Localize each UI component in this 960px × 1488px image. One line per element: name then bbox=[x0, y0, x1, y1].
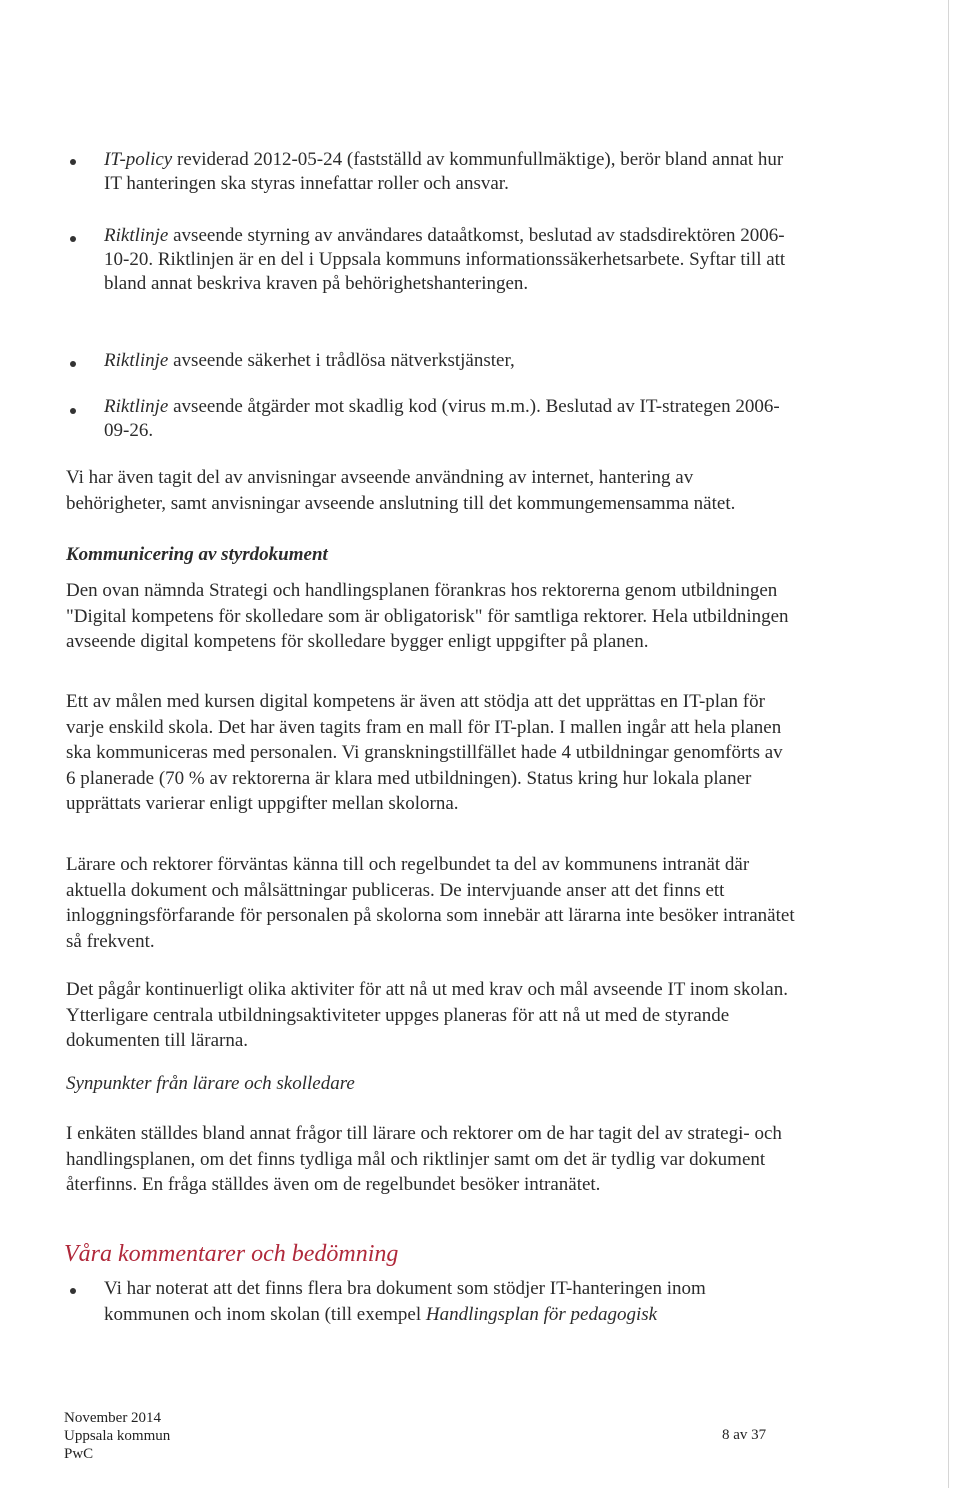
bullet-lead: Riktlinje bbox=[104, 350, 169, 371]
footer-company: PwC bbox=[64, 1446, 94, 1462]
bullet-dot bbox=[70, 361, 76, 367]
bullet-text: avseende styrning av användares dataåtkomst, beslutad av stadsdirektören 2006-10-20. Riktlinjen är en del i Uppsala kommuns informationssäkerhetsarbete. Syftar till att bland annat beskriva kraven på behörighetshanteringen. bbox=[104, 225, 786, 294]
paragraph-intro: Vi har även tagit del av anvisningar avseende användning av internet, hantering av behörigheter, samt anvisningar avseende anslutning till det kommungemensamma nätet. bbox=[66, 467, 736, 514]
bullet-lead: Riktlinje bbox=[104, 225, 169, 246]
paragraph-kommunicering-3: Lärare och rektorer förväntas känna till och regelbundet ta del av kommunens intranät där aktuella dokument och målsättningar publiceras. De intervjuande anser att det finns ett inloggningsförfarande för personalen på skolorna som innebär att lärarna inte besöker intranätet så frekvent. bbox=[66, 854, 795, 952]
bullet-item-riktlinje-styrning bbox=[104, 224, 794, 296]
bullet-dot bbox=[70, 1288, 76, 1294]
bullet-text: Vi har noterat att det finns flera bra dokument som stödjer IT-hanteringen inom kommunen och inom skolan (till exempel bbox=[104, 1278, 706, 1325]
bullet-item-kommentar bbox=[104, 1276, 794, 1327]
heading-synpunkter: Synpunkter från lärare och skolledare bbox=[66, 1073, 355, 1094]
bullet-italic-text: Handlingsplan för pedagogisk bbox=[425, 1303, 658, 1325]
heading-kommentarer: Våra kommentarer och bedömning bbox=[64, 1241, 399, 1267]
bullet-item-riktlinje-tradlosa bbox=[104, 349, 794, 373]
bullet-lead: IT-policy bbox=[104, 149, 173, 170]
bullet-dot bbox=[70, 408, 76, 414]
paragraph-synpunkter: I enkäten ställdes bland annat frågor till lärare och rektorer om de har tagit del av strategi- och handlingsplanen, om det finns tydliga mål och riktlinjer samt om det är tydlig var dokument återfinns. En fråga ställdes även om de regelbundet besöker intranätet. bbox=[66, 1123, 782, 1195]
paragraph-kommunicering-1: Den ovan nämnda Strategi och handlingsplanen förankras hos rektorerna genom utbildningen "Digital kompetens för skolledare som är obligatorisk" för samtliga rektorer. Hela utbildningen avseende digital kompetens för skolledare bygger enligt uppgifter på planen. bbox=[66, 580, 789, 652]
bullet-dot bbox=[70, 159, 76, 165]
footer bbox=[64, 1409, 170, 1463]
bullet-text: reviderad 2012-05-24 (fastställd av kommunfullmäktige), berör bland annat hur IT hanteringen ska styras innefattar roller och ansvar. bbox=[104, 149, 784, 194]
page-number: 8 av 37 bbox=[722, 1427, 767, 1443]
bullet-dot bbox=[70, 236, 76, 242]
bullet-text: avseende åtgärder mot skadlig kod (virus m.m.). Beslutad av IT-strategen 2006-09-26. bbox=[104, 396, 780, 441]
footer-date: November 2014 bbox=[64, 1410, 162, 1426]
page-edge-line bbox=[948, 0, 949, 1488]
bullet-item-it-policy bbox=[104, 148, 794, 196]
bullet-text: avseende säkerhet i trådlösa nätverkstjänster, bbox=[168, 350, 515, 371]
bullet-item-riktlinje-skadlig-kod bbox=[104, 395, 794, 443]
bullet-lead: Riktlinje bbox=[104, 396, 169, 417]
footer-org: Uppsala kommun bbox=[64, 1428, 171, 1444]
paragraph-kommunicering-2: Ett av målen med kursen digital kompetens är även att stödja att det upprättas en IT-plan för varje enskild skola. Det har även tagits fram en mall för IT-plan. I mallen ingår att hela planen ska kommuniceras med personalen. Vi granskningstillfället hade 4 utbildningar genomförts av 6 planerade (70 % av rektorerna är klara med utbildningen). Status kring hur lokala planer upprättats varierar enligt uppgifter mellan skolorna. bbox=[66, 691, 783, 814]
paragraph-kommunicering-4: Det pågår kontinuerligt olika aktiviter för att nå ut med krav och mål avseende IT inom skolan. Ytterligare centrala utbildningsaktiviteter uppges planeras för att nå ut med de styrande dokumenten till lärarna. bbox=[66, 979, 788, 1051]
heading-kommunicering: Kommunicering av styrdokument bbox=[66, 544, 328, 565]
